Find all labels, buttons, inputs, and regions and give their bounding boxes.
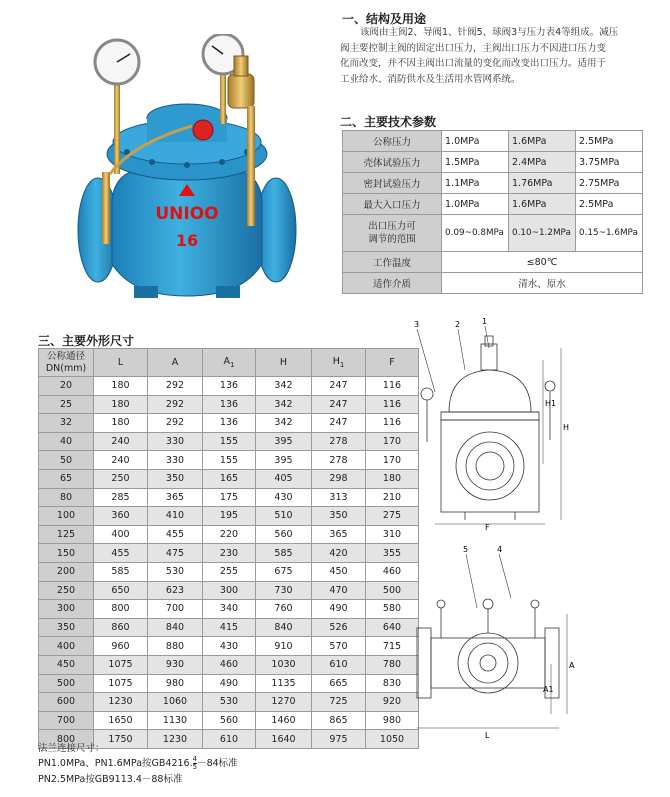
dim-cell: 500 bbox=[366, 581, 419, 600]
section1-line: 阀主要控制主阀的固定出口压力，主阀出口压力不因进口压力变 bbox=[340, 42, 607, 54]
dim-label-f: F bbox=[485, 523, 490, 530]
dim-cell: 1130 bbox=[148, 711, 203, 730]
dim-cell: 278 bbox=[312, 451, 366, 470]
dim-cell: 255 bbox=[203, 562, 256, 581]
dim-cell: 610 bbox=[312, 655, 366, 674]
dim-cell: 760 bbox=[256, 600, 312, 619]
param-label-line: 出口压力可 bbox=[368, 221, 416, 232]
table-row bbox=[343, 152, 643, 173]
dn-cell: 400 bbox=[39, 637, 94, 656]
table-row bbox=[343, 173, 643, 194]
section3-title: 三、主要外形尺寸 bbox=[38, 334, 135, 348]
dim-cell: 292 bbox=[148, 395, 203, 414]
notes-fraction-top: 4 bbox=[192, 755, 198, 763]
dim-cell: 240 bbox=[94, 432, 148, 451]
param-value: 1.76MPa bbox=[509, 173, 576, 194]
dim-cell: 1230 bbox=[148, 730, 203, 749]
col-header-h1-main: H bbox=[332, 356, 340, 368]
dim-cell: 136 bbox=[203, 414, 256, 433]
dim-cell: 155 bbox=[203, 451, 256, 470]
col-header-h: H bbox=[256, 349, 312, 377]
table-row bbox=[39, 488, 419, 507]
dim-cell: 180 bbox=[94, 395, 148, 414]
table-row bbox=[39, 451, 419, 470]
dn-cell: 125 bbox=[39, 525, 94, 544]
table-row bbox=[343, 273, 643, 294]
dim-cell: 930 bbox=[148, 655, 203, 674]
col-header-dn-line: DN(mm) bbox=[45, 362, 87, 374]
col-header-h1 bbox=[312, 349, 366, 377]
dim-cell: 220 bbox=[203, 525, 256, 544]
dim-cell: 526 bbox=[312, 618, 366, 637]
dim-cell: 830 bbox=[366, 674, 419, 693]
dn-cell: 300 bbox=[39, 600, 94, 619]
param-label: 密封试验压力 bbox=[343, 173, 442, 194]
dim-cell: 240 bbox=[94, 451, 148, 470]
dim-cell: 1060 bbox=[148, 693, 203, 712]
dim-cell: 865 bbox=[312, 711, 366, 730]
dn-cell: 250 bbox=[39, 581, 94, 600]
dim-cell: 560 bbox=[256, 525, 312, 544]
dim-cell: 355 bbox=[366, 544, 419, 563]
dim-cell: 640 bbox=[366, 618, 419, 637]
dim-cell: 980 bbox=[148, 674, 203, 693]
table-row bbox=[343, 131, 643, 152]
dim-cell: 920 bbox=[366, 693, 419, 712]
dim-cell: 1650 bbox=[94, 711, 148, 730]
table-row bbox=[39, 562, 419, 581]
dim-cell: 1050 bbox=[366, 730, 419, 749]
dim-cell: 247 bbox=[312, 395, 366, 414]
table-row bbox=[39, 414, 419, 433]
dim-cell: 560 bbox=[203, 711, 256, 730]
dim-cell: 247 bbox=[312, 414, 366, 433]
col-header-a1-main: A bbox=[223, 356, 231, 368]
dim-cell: 116 bbox=[366, 377, 419, 396]
dim-cell: 1135 bbox=[256, 674, 312, 693]
dim-cell: 400 bbox=[94, 525, 148, 544]
callout-label: 3 bbox=[414, 320, 420, 329]
dim-cell: 330 bbox=[148, 432, 203, 451]
section1-line: 化而改变，并不因主阀出口流量的变化而改变出口压力。适用于 bbox=[340, 58, 607, 69]
param-value: 2.5MPa bbox=[576, 131, 643, 152]
dim-cell: 350 bbox=[148, 469, 203, 488]
dim-cell: 310 bbox=[366, 525, 419, 544]
dn-cell: 350 bbox=[39, 618, 94, 637]
dn-cell: 20 bbox=[39, 377, 94, 396]
table-row bbox=[39, 377, 419, 396]
dn-cell: 800 bbox=[39, 730, 94, 749]
param-value: 2.4MPa bbox=[509, 152, 576, 173]
callout-label: 4 bbox=[497, 545, 503, 554]
technical-drawing-front bbox=[405, 312, 580, 530]
dim-cell: 960 bbox=[94, 637, 148, 656]
section1-body bbox=[340, 25, 662, 87]
dim-cell: 395 bbox=[256, 451, 312, 470]
param-value: 2.75MPa bbox=[576, 173, 643, 194]
col-header-a1 bbox=[203, 349, 256, 377]
dn-cell: 25 bbox=[39, 395, 94, 414]
dim-cell: 275 bbox=[366, 507, 419, 526]
dn-cell: 150 bbox=[39, 544, 94, 563]
dim-cell: 116 bbox=[366, 414, 419, 433]
dim-cell: 365 bbox=[148, 488, 203, 507]
dim-cell: 1030 bbox=[256, 655, 312, 674]
param-value: 1.1MPa bbox=[442, 173, 509, 194]
table-row bbox=[343, 252, 643, 273]
dim-cell: 420 bbox=[312, 544, 366, 563]
dim-cell: 1075 bbox=[94, 655, 148, 674]
param-value: 0.15~1.6MPa bbox=[576, 215, 643, 252]
dim-cell: 460 bbox=[203, 655, 256, 674]
dim-cell: 155 bbox=[203, 432, 256, 451]
dim-cell: 610 bbox=[203, 730, 256, 749]
dim-cell: 585 bbox=[94, 562, 148, 581]
dim-cell: 330 bbox=[148, 451, 203, 470]
dn-cell: 80 bbox=[39, 488, 94, 507]
col-header-a1-sub: 1 bbox=[230, 360, 235, 369]
dn-cell: 40 bbox=[39, 432, 94, 451]
dim-cell: 1460 bbox=[256, 711, 312, 730]
table-row bbox=[39, 507, 419, 526]
dim-cell: 530 bbox=[148, 562, 203, 581]
dim-cell: 975 bbox=[312, 730, 366, 749]
flange-notes bbox=[38, 742, 238, 787]
dim-cell: 475 bbox=[148, 544, 203, 563]
dim-cell: 450 bbox=[312, 562, 366, 581]
dim-cell: 136 bbox=[203, 377, 256, 396]
dim-cell: 455 bbox=[148, 525, 203, 544]
dim-cell: 395 bbox=[256, 432, 312, 451]
table-row bbox=[39, 711, 419, 730]
dim-cell: 715 bbox=[366, 637, 419, 656]
dim-cell: 342 bbox=[256, 414, 312, 433]
dim-cell: 1640 bbox=[256, 730, 312, 749]
col-header-dn-line: 公称通径 bbox=[46, 350, 85, 362]
dim-label-h1: H1 bbox=[545, 399, 557, 408]
param-value: 1.0MPa bbox=[442, 194, 509, 215]
param-value: 0.09~0.8MPa bbox=[442, 215, 509, 252]
param-value: 1.5MPa bbox=[442, 152, 509, 173]
dim-cell: 580 bbox=[366, 600, 419, 619]
notes-line-1-suffix: －84标准 bbox=[197, 758, 238, 769]
technical-drawing-top bbox=[405, 538, 580, 740]
notes-line-2: PN2.5MPa按GB9113.4－88标准 bbox=[38, 774, 183, 785]
dim-cell: 300 bbox=[203, 581, 256, 600]
dn-cell: 200 bbox=[39, 562, 94, 581]
param-value: 3.75MPa bbox=[576, 152, 643, 173]
tech-params-table bbox=[342, 130, 643, 294]
dim-cell: 860 bbox=[94, 618, 148, 637]
dim-label-a1: A1 bbox=[543, 685, 554, 694]
param-value: ≤80℃ bbox=[442, 252, 643, 273]
dim-cell: 405 bbox=[256, 469, 312, 488]
param-value: 1.0MPa bbox=[442, 131, 509, 152]
dimensions-table bbox=[38, 348, 419, 749]
dim-cell: 180 bbox=[94, 414, 148, 433]
param-label: 公称压力 bbox=[343, 131, 442, 152]
table-row bbox=[39, 395, 419, 414]
dn-cell: 32 bbox=[39, 414, 94, 433]
notes-title: 法兰连接尺寸： bbox=[38, 743, 105, 754]
dim-cell: 530 bbox=[203, 693, 256, 712]
col-header-dn bbox=[39, 349, 94, 377]
table-row bbox=[39, 600, 419, 619]
col-header-a: A bbox=[148, 349, 203, 377]
dim-cell: 415 bbox=[203, 618, 256, 637]
dim-cell: 298 bbox=[312, 469, 366, 488]
dim-cell: 210 bbox=[366, 488, 419, 507]
dn-cell: 100 bbox=[39, 507, 94, 526]
table-row bbox=[39, 469, 419, 488]
dim-label-a: A bbox=[569, 661, 575, 670]
param-label: 最大入口压力 bbox=[343, 194, 442, 215]
table-row bbox=[39, 637, 419, 656]
dim-cell: 725 bbox=[312, 693, 366, 712]
dim-cell: 175 bbox=[203, 488, 256, 507]
dn-cell: 65 bbox=[39, 469, 94, 488]
dim-cell: 675 bbox=[256, 562, 312, 581]
dim-cell: 840 bbox=[148, 618, 203, 637]
param-label: 工作温度 bbox=[343, 252, 442, 273]
dim-cell: 340 bbox=[203, 600, 256, 619]
dim-cell: 180 bbox=[94, 377, 148, 396]
dim-cell: 278 bbox=[312, 432, 366, 451]
dim-cell: 650 bbox=[94, 581, 148, 600]
param-value: 2.5MPa bbox=[576, 194, 643, 215]
dim-cell: 247 bbox=[312, 377, 366, 396]
callout-label: 1 bbox=[482, 317, 488, 326]
param-label bbox=[343, 215, 442, 252]
dim-cell: 342 bbox=[256, 395, 312, 414]
param-label-line: 调节的范围 bbox=[368, 234, 416, 245]
dim-cell: 665 bbox=[312, 674, 366, 693]
dim-cell: 570 bbox=[312, 637, 366, 656]
table-row bbox=[39, 693, 419, 712]
dim-cell: 170 bbox=[366, 451, 419, 470]
dim-cell: 170 bbox=[366, 432, 419, 451]
dim-cell: 1270 bbox=[256, 693, 312, 712]
dim-cell: 700 bbox=[148, 600, 203, 619]
dim-cell: 292 bbox=[148, 377, 203, 396]
table-row bbox=[39, 618, 419, 637]
dim-cell: 430 bbox=[256, 488, 312, 507]
col-header-l: L bbox=[94, 349, 148, 377]
notes-fraction-bottom: 5 bbox=[192, 763, 198, 771]
dim-cell: 195 bbox=[203, 507, 256, 526]
dim-cell: 430 bbox=[203, 637, 256, 656]
table-row bbox=[343, 215, 643, 252]
col-header-f: F bbox=[366, 349, 419, 377]
section1-line: 工业给水、消防供水及生活用水管网系统。 bbox=[340, 73, 521, 85]
col-header-h1-sub: 1 bbox=[339, 360, 345, 369]
table-header-row bbox=[39, 349, 419, 377]
dim-label-l: L bbox=[485, 731, 490, 740]
dim-cell: 365 bbox=[312, 525, 366, 544]
table-row bbox=[343, 194, 643, 215]
dim-cell: 136 bbox=[203, 395, 256, 414]
param-label: 适作介质 bbox=[343, 273, 442, 294]
dim-cell: 1230 bbox=[94, 693, 148, 712]
section1-title: 一、结构及用途 bbox=[342, 12, 427, 26]
section2-title: 二、主要技术参数 bbox=[340, 115, 437, 129]
callout-label: 2 bbox=[455, 320, 461, 329]
notes-line-1 bbox=[38, 756, 238, 773]
valve-photo bbox=[72, 34, 302, 302]
table-row bbox=[39, 674, 419, 693]
dim-cell: 180 bbox=[366, 469, 419, 488]
dn-cell: 700 bbox=[39, 711, 94, 730]
dimensions-body bbox=[39, 377, 419, 749]
param-label: 壳体试验压力 bbox=[343, 152, 442, 173]
table-row bbox=[39, 432, 419, 451]
dim-cell: 460 bbox=[366, 562, 419, 581]
param-value: 0.10~1.2MPa bbox=[509, 215, 576, 252]
dn-cell: 50 bbox=[39, 451, 94, 470]
dim-cell: 292 bbox=[148, 414, 203, 433]
param-value: 1.6MPa bbox=[509, 131, 576, 152]
brand-mark: UNIOO bbox=[155, 204, 219, 224]
dim-cell: 285 bbox=[94, 488, 148, 507]
dim-cell: 910 bbox=[256, 637, 312, 656]
dim-cell: 313 bbox=[312, 488, 366, 507]
dim-cell: 250 bbox=[94, 469, 148, 488]
table-row bbox=[39, 525, 419, 544]
dim-cell: 360 bbox=[94, 507, 148, 526]
table-row bbox=[39, 581, 419, 600]
dim-cell: 623 bbox=[148, 581, 203, 600]
dim-cell: 780 bbox=[366, 655, 419, 674]
section1-line: 该阀由主阀2、导阀1、针阀5、球阀3与压力表4等组成。减压 bbox=[360, 27, 619, 38]
param-value: 1.6MPa bbox=[509, 194, 576, 215]
param-value: 清水、原水 bbox=[442, 273, 643, 294]
table-row bbox=[39, 544, 419, 563]
dim-cell: 470 bbox=[312, 581, 366, 600]
dim-cell: 1750 bbox=[94, 730, 148, 749]
dim-cell: 800 bbox=[94, 600, 148, 619]
dim-cell: 342 bbox=[256, 377, 312, 396]
dim-cell: 165 bbox=[203, 469, 256, 488]
dn-cell: 450 bbox=[39, 655, 94, 674]
dim-cell: 585 bbox=[256, 544, 312, 563]
dim-cell: 350 bbox=[312, 507, 366, 526]
notes-line-1-text: PN1.0MPa、PN1.6MPa按GB4216. bbox=[38, 758, 193, 769]
dim-cell: 730 bbox=[256, 581, 312, 600]
dim-cell: 455 bbox=[94, 544, 148, 563]
dn-cell: 600 bbox=[39, 693, 94, 712]
table-row bbox=[39, 655, 419, 674]
dim-cell: 490 bbox=[312, 600, 366, 619]
dim-cell: 230 bbox=[203, 544, 256, 563]
model-mark: 16 bbox=[175, 231, 199, 250]
dim-label-h: H bbox=[563, 423, 570, 432]
dn-cell: 500 bbox=[39, 674, 94, 693]
dim-cell: 116 bbox=[366, 395, 419, 414]
dim-cell: 880 bbox=[148, 637, 203, 656]
dim-cell: 1075 bbox=[94, 674, 148, 693]
dim-cell: 980 bbox=[366, 711, 419, 730]
dim-cell: 410 bbox=[148, 507, 203, 526]
dim-cell: 490 bbox=[203, 674, 256, 693]
callout-label: 5 bbox=[463, 545, 469, 554]
dim-cell: 510 bbox=[256, 507, 312, 526]
dim-cell: 840 bbox=[256, 618, 312, 637]
